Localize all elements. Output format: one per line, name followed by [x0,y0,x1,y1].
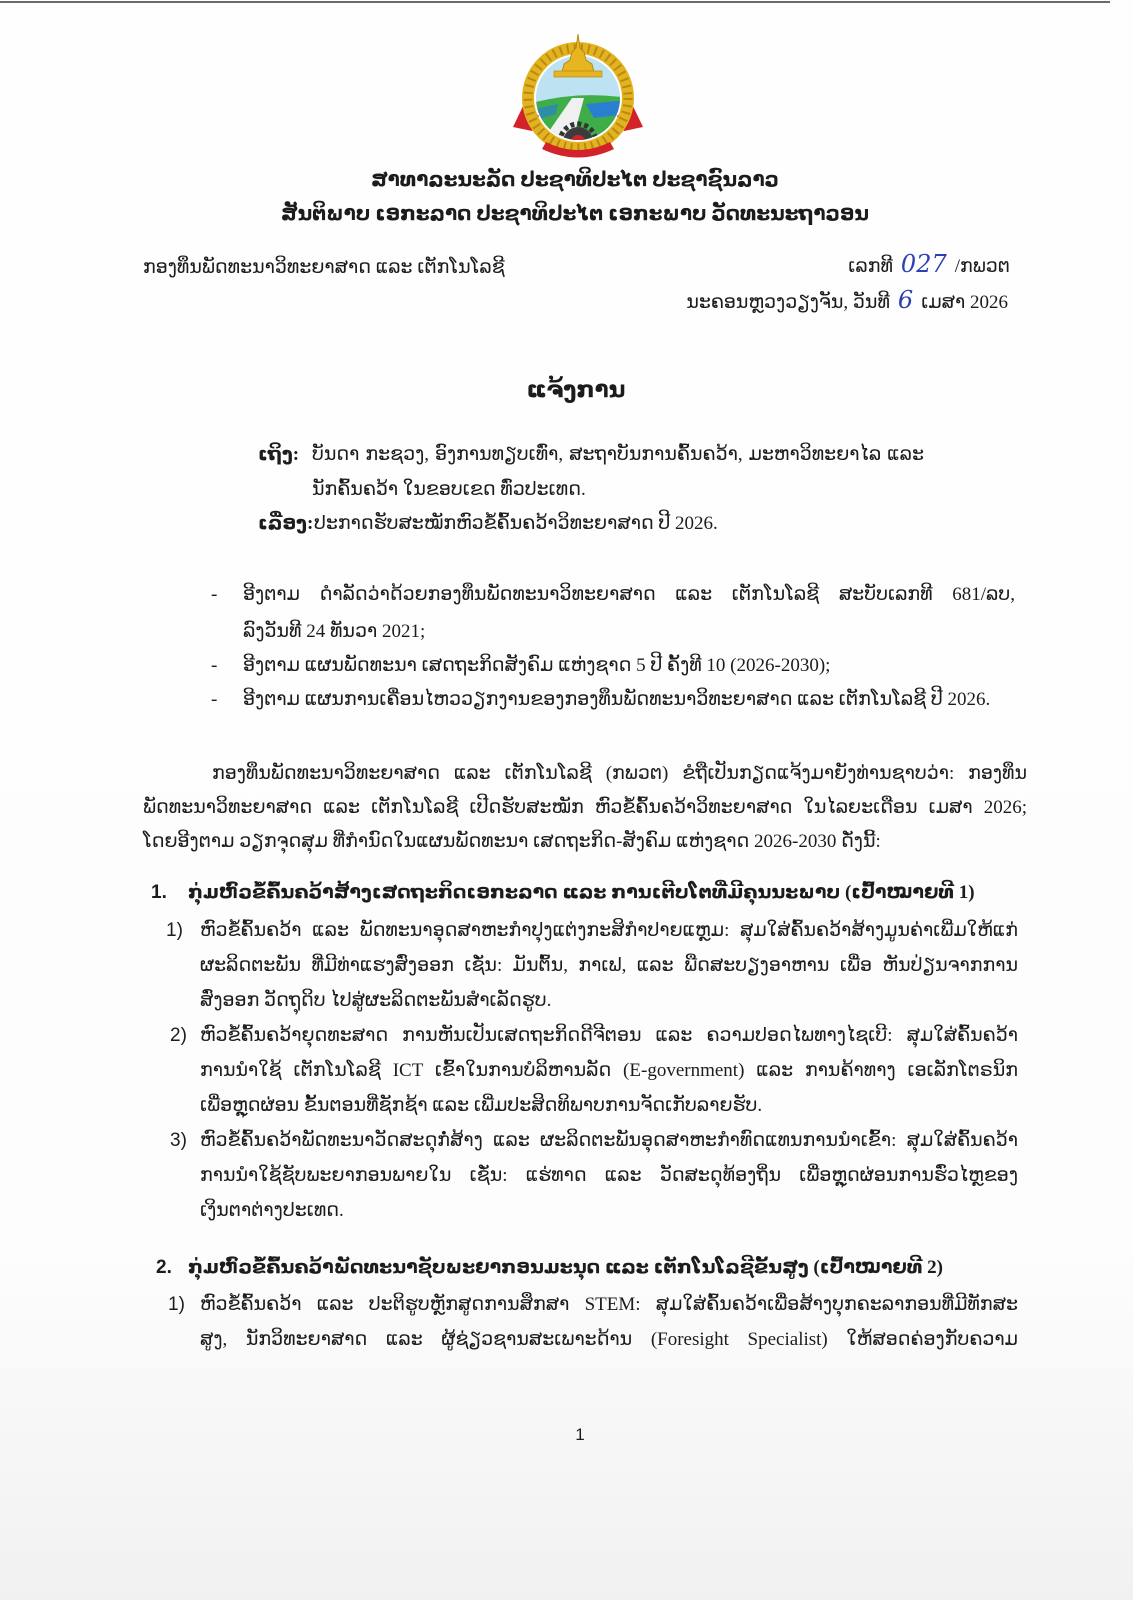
section-heading: ກຸ່ມຫົວຂໍ້ຄົ້ນຄວ້າພັດທະນາຊັບພະຍາກອນມະນຸດ ແລະ ເຕັກໂນໂລຊີຂັ້ນສູງ (ເປົ້າໝາຍທີ 2) [188,1257,943,1278]
scan-top-edge [0,1,1110,3]
reference-label: ເລກທີ [848,256,893,277]
page-number: 1 [575,1425,585,1444]
day-handwritten: 6 [897,286,914,314]
bullet-dash: - [211,584,218,605]
country-name: ສາທາລະນະລັດ ປະຊາທິປະໄຕ ປະຊາຊົນລາວ [371,169,779,191]
item-number: 2) [170,1025,187,1046]
reference-number-handwritten: 027 [900,250,947,278]
legal-basis-line: ລົງວັນທີ 24 ທັນວາ 2021; [243,621,426,642]
item-line: ການນຳໃຊ້ຊັບພະຍາກອນພາຍໃນ ເຊັ່ນ: ແຮ່ທາດ ແລະ ວັດສະດຸທ້ອງຖິ່ນ ເພື່ອຫຼຸດຜ່ອນການຮົ່ວໄຫຼຂອງ [200,1165,1018,1186]
reference-number-line [680,250,1010,281]
legal-basis-line: ອີງຕາມ ແຜນການເຄື່ອນໄຫວວຽກງານຂອງກອງທຶນພັດທະນາວິທະຍາສາດ ແລະ ເຕັກໂນໂລຊີ ປີ 2026. [243,689,991,710]
reference-suffix: /ກພວຕ [954,256,1010,277]
intro-paragraph-line: ກອງທຶນພັດທະນາວິທະຍາສາດ ແລະ ເຕັກໂນໂລຊີ (ກພວຕ) ຂໍຖືເປັນກຽດແຈ້ງມາຍັງທ່ານຊາບວ່າ: ກອງທຶນ [212,763,1027,784]
place-date-line [568,286,1008,317]
section-number: 2. [156,1257,172,1278]
legal-basis-line: ອີງຕາມ ແຜນພັດທະນາ ເສດຖະກິດສັງຄົມ ແຫ່ງຊາດ 5 ປີ ຄັ້ງທີ 10 (2026-2030); [243,655,831,676]
item-line: ການນຳໃຊ້ ເຕັກໂນໂລຊີ ICT ເຂົ້າໃນການບໍລິຫານລັດ (E-government) ແລະ ການຄ້າທາງ ເອເລັກໂຕຣນິກ [200,1060,1018,1081]
item-line: ຫົວຂໍ້ຄົ້ນຄວ້າພັດທະນາວັດສະດຸກໍ່ສ້າງ ແລະ ຜະລິດຕະພັນອຸດສາຫະກຳທົດແທນການນຳເຂົ້າ: ສຸມໃສ່ຄົ້ນຄວ້າ [200,1130,1018,1151]
recipients-label: ເຖິງ: [258,444,300,465]
national-motto: ສັນຕິພາບ ເອກະລາດ ປະຊາທິປະໄຕ ເອກະພາບ ວັດທະນະຖາວອນ [281,203,869,225]
month-year: ເມສາ 2026 [921,292,1008,313]
item-line: ຫົວຂໍ້ຄົ້ນຄວ້າຍຸດທະສາດ ການຫັນເປັນເສດຖະກິດດີຈີຕອນ ແລະ ຄວາມປອດໄພທາງໄຊເບີ: ສຸມໃສ່ຄົ້ນຄວ້າ [200,1025,1018,1046]
recipients-line: ນັກຄົ້ນຄວ້າ ໃນຂອບເຂດ ທົ່ວປະເທດ. [312,479,586,500]
bullet-dash: - [211,655,218,676]
subject-label: ເລື່ອງ: [258,513,314,534]
item-number: 3) [170,1130,187,1151]
section-heading: ກຸ່ມຫົວຂໍ້ຄົ້ນຄວ້າສ້າງເສດຖະກິດເອກະລາດ ແລະ ການເຕີບໂຕທີ່ມີຄຸນນະພາບ (ເປົ້າໝາຍທີ 1) [188,882,975,903]
bullet-dash: - [211,689,218,710]
item-line: ສົ່ງອອກ ວັດຖຸດິບ ໄປສູ່ຜະລິດຕະພັນສຳເລັດຮູບ. [200,990,552,1011]
item-line: ຫົວຂໍ້ຄົ້ນຄວ້າ ແລະ ພັດທະນາອຸດສາຫະກຳປຸງແຕ່ງກະສິກຳປາຍແຫຼມ: ສຸມໃສ່ຄົ້ນຄວ້າສ້າງມູນຄ່າເພີ່ມໃຫ້ແກ່ [200,920,1018,941]
place-date-prefix: ນະຄອນຫຼວງວຽງຈັນ, ວັນທີ [686,292,890,313]
lao-national-emblem-icon [508,30,648,160]
issuer-name: ກອງທຶນພັດທະນາວິທະຍາສາດ ແລະ ເຕັກໂນໂລຊີ [143,257,505,278]
emblem-graphic [508,30,648,160]
item-line: ສູງ, ນັກວິທະຍາສາດ ແລະ ຜູ້ຊ່ຽວຊານສະເພາະດ້ານ (Foresight Specialist) ໃຫ້ສອດຄ່ອງກັບຄວາມ [200,1329,1018,1350]
item-line: ເງິນຕາຕ່າງປະເທດ. [200,1200,344,1221]
document-title: ແຈ້ງການ [526,377,626,402]
recipients-line: ບັນດາ ກະຊວງ, ອົງການທຽບເທົ່າ, ສະຖາບັນການຄົ້ນຄວ້າ, ມະຫາວິທະຍາໄລ ແລະ [312,444,924,465]
item-number: 1) [168,1294,185,1315]
intro-paragraph-line: ໂດຍອີງຕາມ ວຽກຈຸດສຸມ ທີ່ກຳນົດໃນແຜນພັດທະນາ ເສດຖະກິດ-ສັງຄົມ ແຫ່ງຊາດ 2026-2030 ດັ່ງນີ້: [143,831,881,852]
intro-paragraph-line: ພັດທະນາວິທະຍາສາດ ແລະ ເຕັກໂນໂລຊີ ເປີດຮັບສະໝັກ ຫົວຂໍ້ຄົ້ນຄວ້າວິທະຍາສາດ ໃນໄລຍະເດືອນ ເມສາ 2026; [143,797,1027,818]
item-line: ຫົວຂໍ້ຄົ້ນຄວ້າ ແລະ ປະຕິຮູບຫຼັກສູດການສຶກສາ STEM: ສຸມໃສ່ຄົ້ນຄວ້າເພື່ອສ້າງບຸກຄະລາກອນທີ່ມີທັກສະ [200,1294,1018,1315]
legal-basis-line: ອີງຕາມ ດຳລັດວ່າດ້ວຍກອງທຶນພັດທະນາວິທະຍາສາດ ແລະ ເຕັກໂນໂລຊີ ສະບັບເລກທີ 681/ລບ, [243,584,1015,605]
item-line: ເພື່ອຫຼຸດຜ່ອນ ຂັ້ນຕອນທີ່ຊັກຊ້າ ແລະ ເພີ່ມປະສິດທິພາບການຈັດເກັບລາຍຮັບ. [200,1095,763,1116]
item-number: 1) [166,920,183,941]
subject-text: ປະກາດຮັບສະໝັກຫົວຂໍ້ຄົ້ນຄວ້າວິທະຍາສາດ ປີ 2026. [314,513,718,534]
section-number: 1. [151,882,167,903]
item-line: ຜະລິດຕະພັນ ທີ່ມີທ່າແຮງສົ່ງອອກ ເຊັ່ນ: ມັນຕົ້ນ, ກາເຟ, ແລະ ພືດສະບຽງອາຫານ ເພື່ອ ຫັນປ່ຽນຈາກການ [200,955,1018,976]
